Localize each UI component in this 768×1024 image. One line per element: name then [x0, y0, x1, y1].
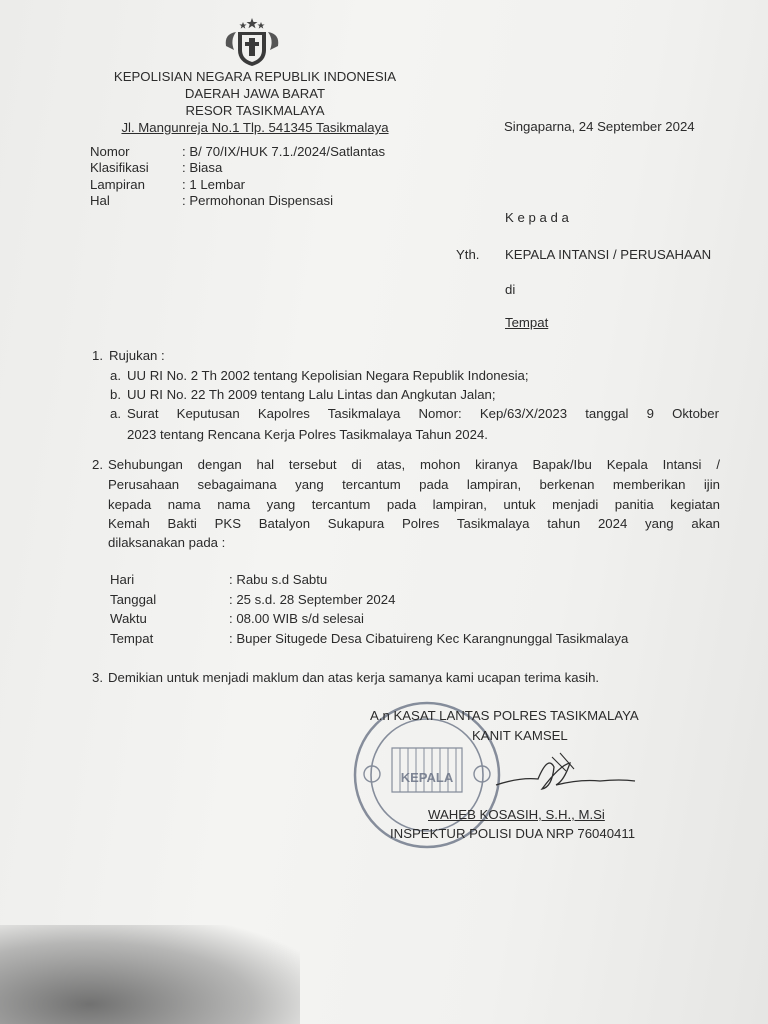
section1-item-c-line1: Surat Keputusan Kapolres Tasikmalaya Nomor: Kep/63/X/2023 tanggal 9 Oktober — [127, 406, 719, 421]
letterhead-institution: KEPOLISIAN NEGARA REPUBLIK INDONESIA — [113, 69, 397, 84]
recipient-yth: Yth. — [456, 247, 480, 262]
section2-line: dilaksanakan pada : — [108, 535, 226, 550]
section1-item-a-letter: a. — [110, 368, 121, 383]
section1-title: Rujukan : — [109, 348, 165, 363]
signatory-rank: INSPEKTUR POLISI DUA NRP 76040411 — [390, 826, 636, 841]
section1-number: 1. — [92, 348, 103, 363]
recipient-name: KEPALA INTANSI / PERUSAHAAN — [505, 247, 712, 262]
section1-item-a-text: UU RI No. 2 Th 2002 tentang Kepolisian Negara Republik Indonesia; — [127, 368, 529, 383]
section2-line: Kemah Bakti PKS Batalyon Sukapura Polres Tasikmalaya tahun 2024 yang akan — [108, 516, 720, 531]
section1-item-c-line2: 2023 tentang Rencana Kerja Polres Tasikmalaya Tahun 2024. — [127, 427, 488, 442]
section3-text: Demikian untuk menjadi maklum dan atas kerja samanya kami ucapan terima kasih. — [108, 670, 600, 685]
section2-line: Perusahaan sebagaimana yang tercantum pada lampiran, berkenan memberikan ijin — [108, 477, 720, 492]
signatory-name: WAHEB KOSASIH, S.H., M.Si — [428, 807, 605, 822]
photo-shadow — [0, 925, 300, 1024]
signature-line2: KANIT KAMSEL — [472, 728, 568, 743]
detail-label-hari: Hari — [110, 572, 135, 587]
meta-value-klasifikasi: : Biasa — [182, 160, 223, 175]
meta-label-hal: Hal — [90, 193, 110, 208]
letter-date: Singaparna, 24 September 2024 — [504, 119, 695, 134]
letterhead-region: DAERAH JAWA BARAT — [184, 86, 326, 101]
meta-label-nomor: Nomor — [90, 144, 130, 159]
section3-number: 3. — [92, 670, 103, 685]
meta-value-hal: : Permohonan Dispensasi — [182, 193, 334, 208]
section1-item-c-letter: a. — [110, 406, 121, 421]
detail-value-waktu: : 08.00 WIB s/d selesai — [229, 611, 364, 626]
handwritten-signature — [490, 735, 670, 805]
meta-label-klasifikasi: Klasifikasi — [90, 160, 149, 175]
recipient-kepada: K e p a d a — [505, 210, 569, 225]
recipient-di: di — [505, 282, 516, 297]
detail-label-tanggal: Tanggal — [110, 592, 157, 607]
meta-label-lampiran: Lampiran — [90, 177, 145, 192]
letterhead-address: Jl. Mangunreja No.1 Tlp. 541345 Tasikmalaya — [121, 120, 389, 135]
recipient-tempat: Tempat — [505, 315, 549, 330]
letterhead-unit: RESOR TASIKMALAYA — [185, 103, 325, 118]
meta-value-lampiran: : 1 Lembar — [182, 177, 246, 192]
signature-line1: A.n KASAT LANTAS POLRES TASIKMALAYA — [370, 708, 639, 723]
section2-line: Sehubungan dengan hal tersebut di atas, mohon kiranya Bapak/Ibu Kepala Intansi / — [108, 457, 720, 472]
detail-label-waktu: Waktu — [110, 611, 147, 626]
police-crest-emblem — [216, 16, 288, 68]
detail-value-tanggal: : 25 s.d. 28 September 2024 — [229, 592, 396, 607]
detail-value-tempat: : Buper Situgede Desa Cibatuireng Kec Karangnunggal Tasikmalaya — [229, 631, 629, 646]
detail-value-hari: : Rabu s.d Sabtu — [229, 572, 328, 587]
meta-value-nomor: : B/ 70/IX/HUK 7.1./2024/Satlantas — [182, 144, 386, 159]
detail-label-tempat: Tempat — [110, 631, 154, 646]
section2-line: kepada nama nama yang tercantum pada lampiran, untuk menjadi panitia kegiatan — [108, 497, 720, 512]
stamp-text-kepala: KEPALA — [400, 770, 454, 785]
section2-number: 2. — [92, 457, 103, 472]
section1-item-b-text: UU RI No. 22 Th 2009 tentang Lalu Lintas dan Angkutan Jalan; — [127, 387, 496, 402]
section1-item-b-letter: b. — [110, 387, 121, 402]
